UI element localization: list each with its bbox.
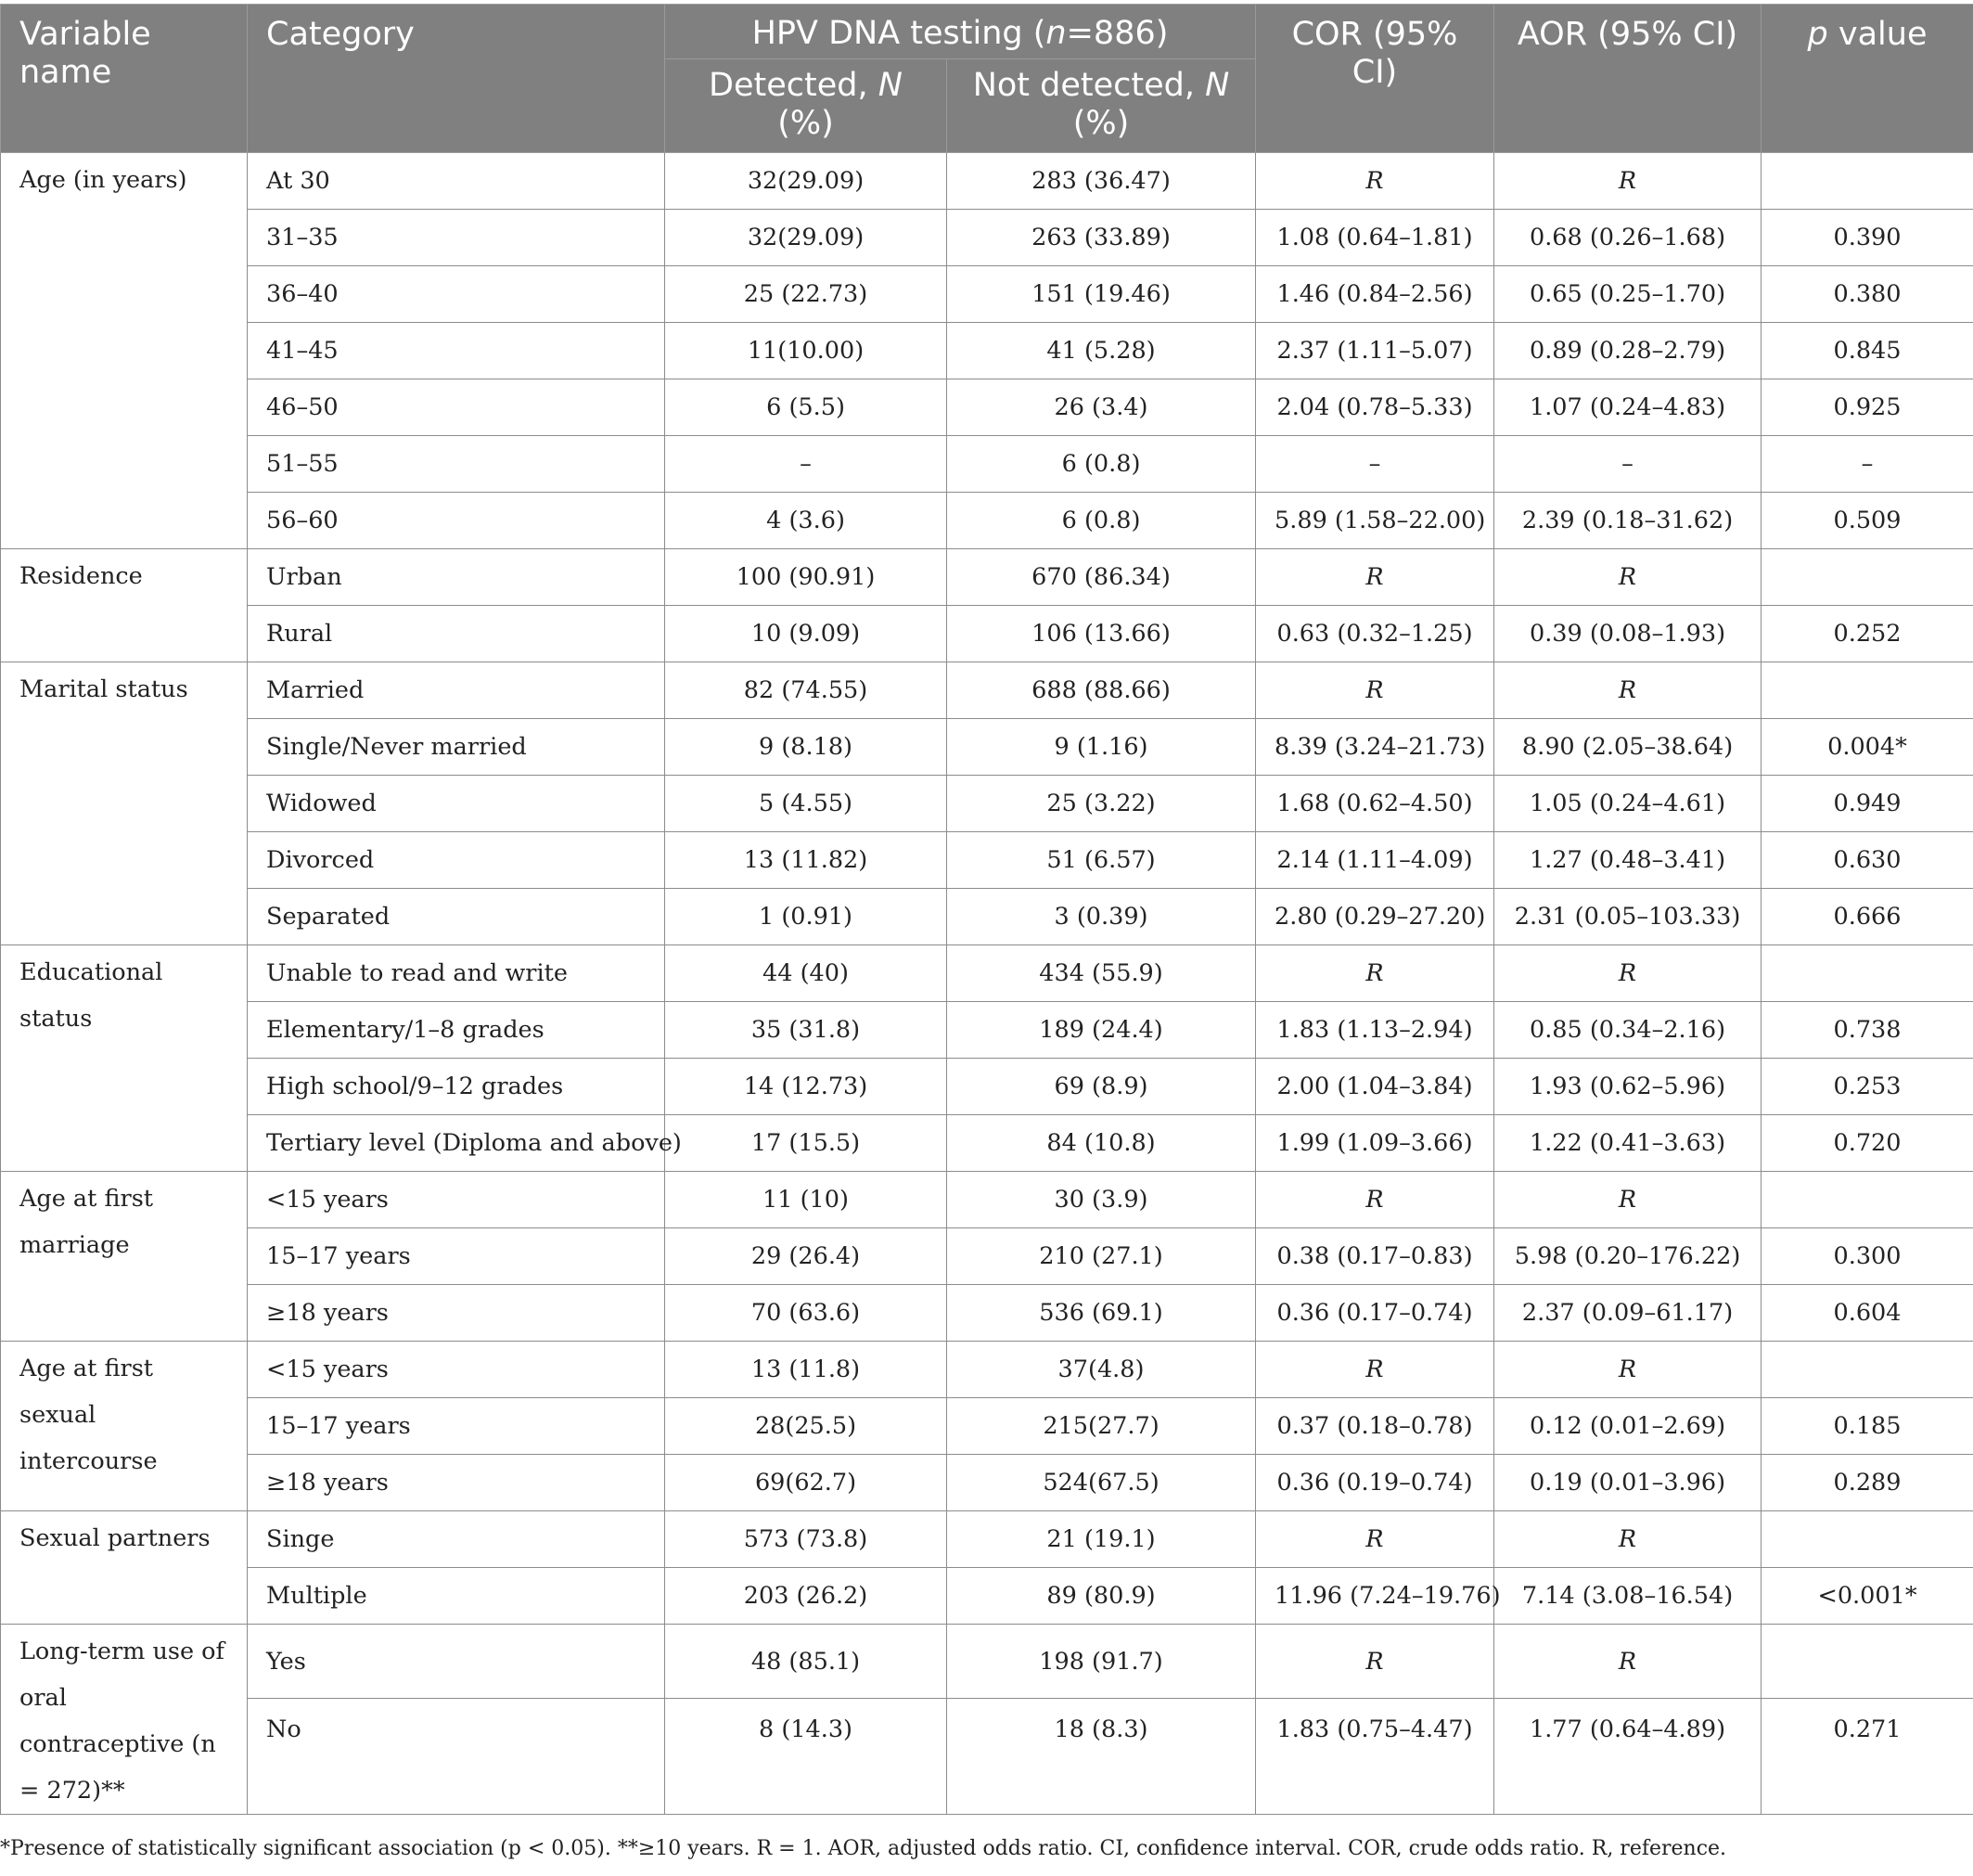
cell-p-value: 0.253 [1762,1059,1973,1115]
cell-cor: 8.39 (3.24–21.73) [1256,719,1494,776]
cell-variable-name: Marital status [1,662,248,945]
cell-p-value: 0.720 [1762,1115,1973,1172]
cell-p-value [1762,1342,1973,1398]
cell-not-detected: 524(67.5) [947,1455,1256,1511]
table-row [1,436,1973,493]
table-row [1,1568,1973,1625]
cell-aor: R [1494,662,1762,719]
cell-cor: 2.00 (1.04–3.84) [1256,1059,1494,1115]
table-row [1,1398,1973,1455]
cell-aor: 0.12 (0.01–2.69) [1494,1398,1762,1455]
cell-detected: 1 (0.91) [665,889,947,945]
cell-aor: 0.68 (0.26–1.68) [1494,210,1762,266]
table-row [1,1115,1973,1172]
cell-aor: 0.39 (0.08–1.93) [1494,606,1762,662]
header-aor: AOR (95% CI) [1494,5,1762,153]
table-row [1,1002,1973,1059]
table-row [1,832,1973,889]
cell-cor: R [1256,549,1494,606]
cell-cor: 1.46 (0.84–2.56) [1256,266,1494,323]
table-row [1,1625,1973,1699]
cell-not-detected: 89 (80.9) [947,1568,1256,1625]
cell-detected: 35 (31.8) [665,1002,947,1059]
cell-p-value: 0.845 [1762,323,1973,379]
cell-category: Unable to read and write [248,945,665,1002]
cell-cor: 5.89 (1.58–22.00) [1256,493,1494,549]
cell-not-detected: 210 (27.1) [947,1228,1256,1285]
cell-not-detected: 37(4.8) [947,1342,1256,1398]
cell-aor: R [1494,1511,1762,1568]
cell-aor: R [1494,153,1762,210]
cell-aor: 5.98 (0.20–176.22) [1494,1228,1762,1285]
cell-detected: 11(10.00) [665,323,947,379]
table-row [1,889,1973,945]
cell-p-value [1762,662,1973,719]
cell-detected: 573 (73.8) [665,1511,947,1568]
cell-detected: 14 (12.73) [665,1059,947,1115]
cell-category: High school/9–12 grades [248,1059,665,1115]
cell-aor: 1.05 (0.24–4.61) [1494,776,1762,832]
results-table [0,4,1973,1815]
cell-category: Rural [248,606,665,662]
table-row [1,1342,1973,1398]
cell-category: Tertiary level (Diploma and above) [248,1115,665,1172]
cell-p-value: 0.300 [1762,1228,1973,1285]
header-variable-name: Variable name [1,5,248,153]
cell-variable-name: Age at first sexual intercourse [1,1342,248,1511]
cell-category: ≥18 years [248,1285,665,1342]
table-row [1,323,1973,379]
cell-category: Married [248,662,665,719]
cell-cor: 1.99 (1.09–3.66) [1256,1115,1494,1172]
cell-detected: 17 (15.5) [665,1115,947,1172]
cell-cor: 2.04 (0.78–5.33) [1256,379,1494,436]
table-row [1,776,1973,832]
table-row [1,549,1973,606]
cell-category: <15 years [248,1172,665,1228]
table-row [1,153,1973,210]
cell-category: Widowed [248,776,665,832]
cell-p-value: 0.289 [1762,1455,1973,1511]
cell-aor: 7.14 (3.08–16.54) [1494,1568,1762,1625]
cell-detected: 4 (3.6) [665,493,947,549]
cell-detected: 5 (4.55) [665,776,947,832]
cell-category: <15 years [248,1342,665,1398]
cell-category: 51–55 [248,436,665,493]
cell-p-value [1762,945,1973,1002]
cell-detected: 10 (9.09) [665,606,947,662]
table-row [1,210,1973,266]
cell-detected: 32(29.09) [665,153,947,210]
cell-cor: 2.37 (1.11–5.07) [1256,323,1494,379]
cell-variable-name: Age at first marriage [1,1172,248,1342]
cell-p-value: 0.630 [1762,832,1973,889]
table-body [1,153,1973,1815]
cell-aor: 0.89 (0.28–2.79) [1494,323,1762,379]
cell-variable-name: Age (in years) [1,153,248,549]
cell-not-detected: 434 (55.9) [947,945,1256,1002]
cell-detected: 6 (5.5) [665,379,947,436]
cell-p-value: – [1762,436,1973,493]
cell-category: 31–35 [248,210,665,266]
cell-category: 15–17 years [248,1228,665,1285]
cell-not-detected: 51 (6.57) [947,832,1256,889]
cell-p-value: 0.604 [1762,1285,1973,1342]
table-footnote: *Presence of statistically significant association (p < 0.05). **≥10 years. R = 1. AOR, adjusted odds ratio. CI, confidence interval. COR, crude odds ratio. R, reference. [0,1837,1727,1860]
cell-category: Single/Never married [248,719,665,776]
table-row [1,493,1973,549]
cell-category: Elementary/1–8 grades [248,1002,665,1059]
cell-cor: 1.83 (0.75–4.47) [1256,1699,1494,1815]
table-row [1,1172,1973,1228]
cell-cor: 1.83 (1.13–2.94) [1256,1002,1494,1059]
cell-not-detected: 6 (0.8) [947,436,1256,493]
cell-not-detected: 18 (8.3) [947,1699,1256,1815]
cell-not-detected: 9 (1.16) [947,719,1256,776]
cell-aor: 1.93 (0.62–5.96) [1494,1059,1762,1115]
cell-cor: 0.36 (0.19–0.74) [1256,1455,1494,1511]
cell-aor: 2.39 (0.18–31.62) [1494,493,1762,549]
table-row [1,719,1973,776]
cell-aor: 0.65 (0.25–1.70) [1494,266,1762,323]
cell-p-value: 0.390 [1762,210,1973,266]
cell-not-detected: 688 (88.66) [947,662,1256,719]
cell-detected: 25 (22.73) [665,266,947,323]
cell-p-value: 0.738 [1762,1002,1973,1059]
table-row [1,662,1973,719]
cell-not-detected: 21 (19.1) [947,1511,1256,1568]
cell-aor: 0.19 (0.01–3.96) [1494,1455,1762,1511]
cell-cor: 2.14 (1.11–4.09) [1256,832,1494,889]
cell-aor: 1.77 (0.64–4.89) [1494,1699,1762,1815]
cell-cor: 0.38 (0.17–0.83) [1256,1228,1494,1285]
cell-p-value: 0.185 [1762,1398,1973,1455]
cell-not-detected: 283 (36.47) [947,153,1256,210]
cell-not-detected: 84 (10.8) [947,1115,1256,1172]
cell-not-detected: 69 (8.9) [947,1059,1256,1115]
cell-cor: 2.80 (0.29–27.20) [1256,889,1494,945]
cell-p-value: 0.949 [1762,776,1973,832]
cell-variable-name: Sexual partners [1,1511,248,1625]
cell-not-detected: 189 (24.4) [947,1002,1256,1059]
table-row [1,266,1973,323]
cell-not-detected: 215(27.7) [947,1398,1256,1455]
cell-cor: – [1256,436,1494,493]
cell-not-detected: 25 (3.22) [947,776,1256,832]
cell-detected: 203 (26.2) [665,1568,947,1625]
cell-detected: 11 (10) [665,1172,947,1228]
cell-cor: 0.63 (0.32–1.25) [1256,606,1494,662]
header-detected: Detected, N (%) [665,59,947,153]
cell-p-value: 0.271 [1762,1699,1973,1815]
cell-category: 41–45 [248,323,665,379]
cell-p-value [1762,1511,1973,1568]
cell-detected: 8 (14.3) [665,1699,947,1815]
cell-cor: R [1256,945,1494,1002]
header-hpv-dna-testing: HPV DNA testing (n=886) [665,5,1256,59]
table-container [0,4,1973,1815]
cell-detected: 69(62.7) [665,1455,947,1511]
cell-detected: 48 (85.1) [665,1625,947,1699]
header-p-value: p value [1762,5,1973,153]
cell-category: 15–17 years [248,1398,665,1455]
cell-variable-name: Educational status [1,945,248,1172]
header-category: Category [248,5,665,153]
cell-category: Separated [248,889,665,945]
table-row [1,606,1973,662]
cell-detected: 9 (8.18) [665,719,947,776]
cell-category: Yes [248,1625,665,1699]
cell-cor: R [1256,153,1494,210]
cell-p-value: 0.380 [1762,266,1973,323]
cell-not-detected: 41 (5.28) [947,323,1256,379]
cell-category: Singe [248,1511,665,1568]
cell-cor: R [1256,1511,1494,1568]
cell-p-value [1762,549,1973,606]
table-row [1,1455,1973,1511]
cell-category: Divorced [248,832,665,889]
cell-not-detected: 30 (3.9) [947,1172,1256,1228]
cell-variable-name: Residence [1,549,248,662]
cell-cor: 1.68 (0.62–4.50) [1256,776,1494,832]
cell-aor: 1.22 (0.41–3.63) [1494,1115,1762,1172]
cell-variable-name: Long-term use of oral contraceptive (n = 272)** [1,1625,248,1815]
table-row [1,1699,1973,1815]
table-header [1,5,1973,153]
cell-detected: 44 (40) [665,945,947,1002]
table-row [1,1285,1973,1342]
cell-aor: 0.85 (0.34–2.16) [1494,1002,1762,1059]
cell-category: 56–60 [248,493,665,549]
cell-category: ≥18 years [248,1455,665,1511]
table-row [1,1059,1973,1115]
cell-cor: 0.36 (0.17–0.74) [1256,1285,1494,1342]
cell-aor: 8.90 (2.05–38.64) [1494,719,1762,776]
cell-not-detected: 3 (0.39) [947,889,1256,945]
cell-category: 46–50 [248,379,665,436]
cell-not-detected: 263 (33.89) [947,210,1256,266]
cell-detected: 32(29.09) [665,210,947,266]
cell-aor: R [1494,549,1762,606]
table-row [1,379,1973,436]
cell-detected: 100 (90.91) [665,549,947,606]
cell-category: 36–40 [248,266,665,323]
cell-aor: 1.07 (0.24–4.83) [1494,379,1762,436]
cell-cor: 0.37 (0.18–0.78) [1256,1398,1494,1455]
cell-cor: R [1256,1625,1494,1699]
cell-category: Urban [248,549,665,606]
cell-category: At 30 [248,153,665,210]
cell-detected: – [665,436,947,493]
cell-p-value: 0.252 [1762,606,1973,662]
cell-detected: 28(25.5) [665,1398,947,1455]
cell-detected: 82 (74.55) [665,662,947,719]
cell-cor: R [1256,662,1494,719]
cell-p-value [1762,1625,1973,1699]
cell-p-value: 0.509 [1762,493,1973,549]
cell-detected: 13 (11.82) [665,832,947,889]
cell-p-value [1762,1172,1973,1228]
cell-aor: 1.27 (0.48–3.41) [1494,832,1762,889]
cell-not-detected: 6 (0.8) [947,493,1256,549]
header-cor: COR (95% CI) [1256,5,1494,153]
cell-not-detected: 26 (3.4) [947,379,1256,436]
cell-aor: 2.31 (0.05–103.33) [1494,889,1762,945]
cell-category: No [248,1699,665,1815]
cell-category: Multiple [248,1568,665,1625]
cell-p-value: 0.004* [1762,719,1973,776]
cell-cor: 11.96 (7.24–19.76) [1256,1568,1494,1625]
cell-p-value [1762,153,1973,210]
cell-not-detected: 106 (13.66) [947,606,1256,662]
cell-detected: 13 (11.8) [665,1342,947,1398]
table-row [1,945,1973,1002]
cell-aor: R [1494,1625,1762,1699]
cell-p-value: 0.925 [1762,379,1973,436]
cell-aor: R [1494,945,1762,1002]
cell-aor: R [1494,1342,1762,1398]
cell-cor: R [1256,1342,1494,1398]
cell-p-value: 0.666 [1762,889,1973,945]
cell-aor: R [1494,1172,1762,1228]
header-not-detected: Not detected, N (%) [947,59,1256,153]
cell-not-detected: 536 (69.1) [947,1285,1256,1342]
cell-cor: R [1256,1172,1494,1228]
cell-aor: 2.37 (0.09–61.17) [1494,1285,1762,1342]
cell-not-detected: 670 (86.34) [947,549,1256,606]
cell-detected: 70 (63.6) [665,1285,947,1342]
table-row [1,1228,1973,1285]
cell-not-detected: 151 (19.46) [947,266,1256,323]
table-row [1,1511,1973,1568]
cell-p-value: <0.001* [1762,1568,1973,1625]
cell-detected: 29 (26.4) [665,1228,947,1285]
cell-cor: 1.08 (0.64–1.81) [1256,210,1494,266]
cell-aor: – [1494,436,1762,493]
cell-not-detected: 198 (91.7) [947,1625,1256,1699]
